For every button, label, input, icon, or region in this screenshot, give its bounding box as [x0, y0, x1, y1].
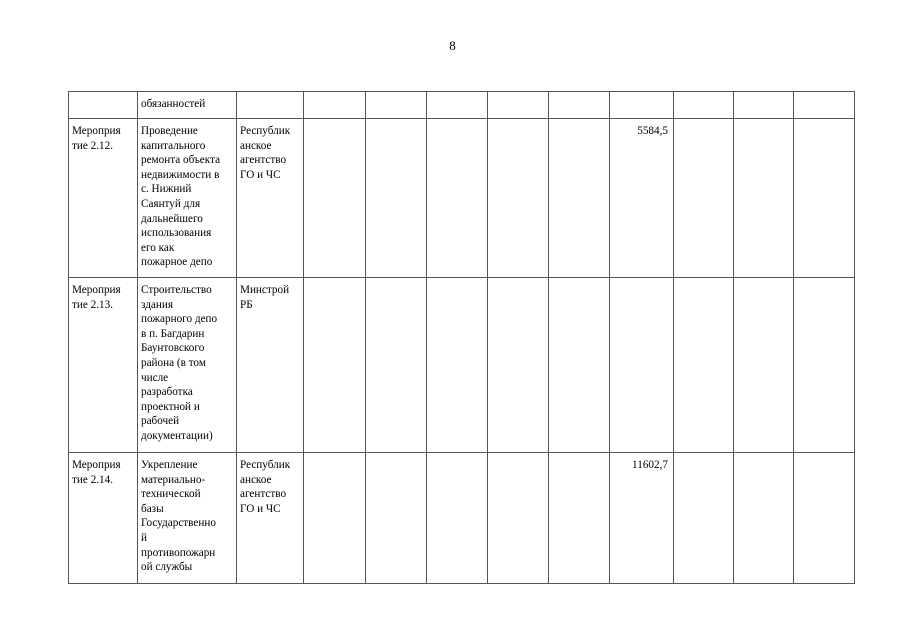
empty-cell: [674, 453, 734, 584]
empty-cell: [674, 119, 734, 278]
empty-cell: [734, 278, 794, 453]
empty-cell: [366, 119, 427, 278]
amount-cell: 5584,5: [610, 119, 674, 278]
empty-cell: [549, 119, 610, 278]
empty-cell: [304, 453, 366, 584]
empty-cell: [304, 119, 366, 278]
event-cell: [69, 92, 138, 119]
empty-cell: [488, 119, 549, 278]
empty-cell: [304, 92, 366, 119]
empty-cell: [366, 278, 427, 453]
empty-cell: [427, 278, 488, 453]
event-cell: Мероприя тие 2.13.: [69, 278, 138, 453]
amount-cell: [610, 278, 674, 453]
table-row: [69, 278, 855, 453]
empty-cell: [488, 92, 549, 119]
program-table: [68, 91, 855, 584]
empty-cell: [794, 92, 855, 119]
empty-cell: [674, 278, 734, 453]
empty-cell: [794, 453, 855, 584]
description-cell: Проведение капитального ремонта объекта недвижимости в с. Нижний Саянтуй для дальнейшего использования его как пожарное депо: [138, 119, 237, 278]
empty-cell: [734, 92, 794, 119]
table-row: [69, 119, 855, 278]
description-cell: обязанностей: [138, 92, 237, 119]
executor-cell: Республик анское агентство ГО и ЧС: [237, 453, 304, 584]
empty-cell: [549, 92, 610, 119]
empty-cell: [304, 278, 366, 453]
empty-cell: [488, 453, 549, 584]
empty-cell: [794, 119, 855, 278]
empty-cell: [366, 92, 427, 119]
empty-cell: [427, 453, 488, 584]
event-cell: Мероприя тие 2.14.: [69, 453, 138, 584]
empty-cell: [366, 453, 427, 584]
executor-cell: [237, 92, 304, 119]
empty-cell: [734, 119, 794, 278]
executor-cell: Республик анское агентство ГО и ЧС: [237, 119, 304, 278]
empty-cell: [674, 92, 734, 119]
empty-cell: [488, 278, 549, 453]
empty-cell: [549, 278, 610, 453]
amount-cell: [610, 92, 674, 119]
table-row: [69, 453, 855, 584]
empty-cell: [734, 453, 794, 584]
description-cell: Строительство здания пожарного депо в п. Багдарин Баунтовского района (в том числе разработка проектной и рабочей документации): [138, 278, 237, 453]
empty-cell: [427, 92, 488, 119]
empty-cell: [794, 278, 855, 453]
amount-cell: 11602,7: [610, 453, 674, 584]
page-number: 8: [449, 38, 456, 53]
executor-cell: Минстрой РБ: [237, 278, 304, 453]
description-cell: Укрепление материально- технической базы Государственно й противопожарн ой службы: [138, 453, 237, 584]
empty-cell: [549, 453, 610, 584]
empty-cell: [427, 119, 488, 278]
event-cell: Мероприя тие 2.12.: [69, 119, 138, 278]
table-row: [69, 92, 855, 119]
